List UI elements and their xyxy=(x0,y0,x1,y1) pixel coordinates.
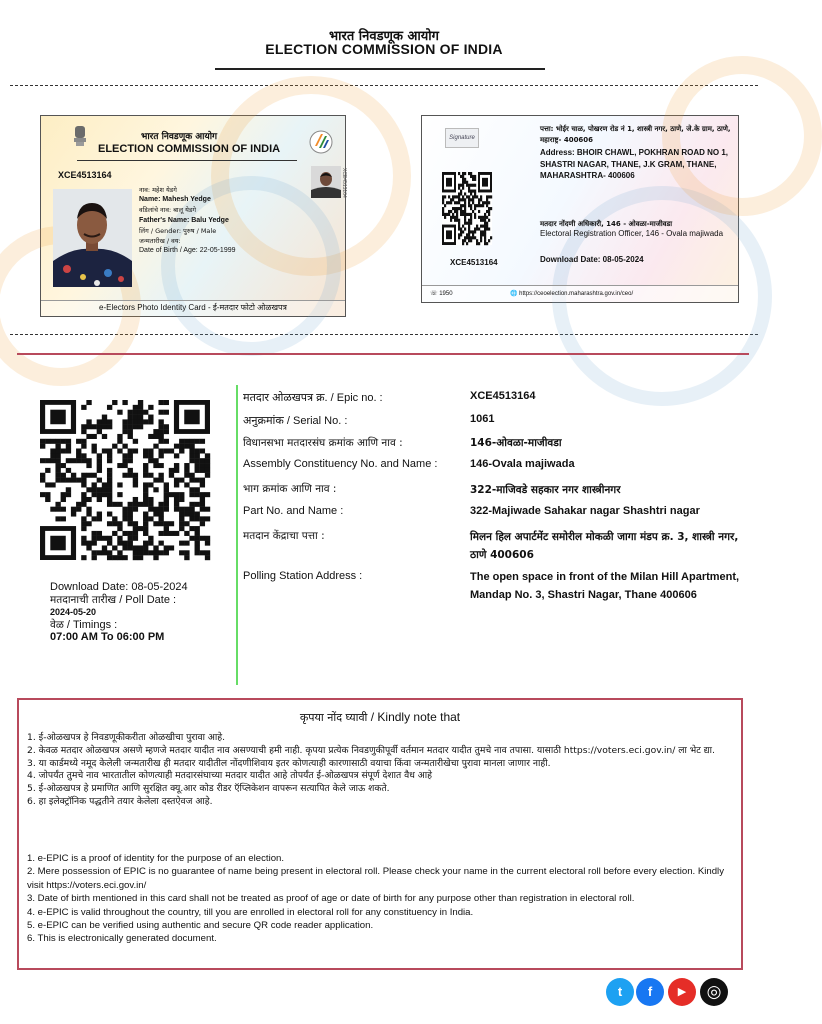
timings-label-marathi: वेळ xyxy=(50,618,64,631)
part-label-marathi: भाग क्रमांक आणि नाव : xyxy=(243,483,337,495)
facebook-icon[interactable]: f xyxy=(636,978,664,1006)
title-underline xyxy=(215,68,545,70)
polling-station-label: Polling Station Address : xyxy=(243,570,363,582)
notes-title-marathi: कृपया नोंद घ्यावी xyxy=(299,711,368,724)
name-marathi: नाव: महेश येडगे xyxy=(139,186,177,194)
dob-english: Date of Birth / Age: 22-05-1999 xyxy=(139,247,236,255)
name-english: Name: Mahesh Yedge xyxy=(139,196,211,204)
details-divider xyxy=(236,385,238,685)
timings-label: / Timings : xyxy=(63,618,118,631)
card-title: ELECTION COMMISSION OF INDIA xyxy=(98,143,281,155)
part-label: Part No. and Name : xyxy=(243,505,344,517)
notes-marathi xyxy=(27,732,727,809)
ero-marathi: मतदार नोंदणी अधिकारी, 146 - ओवळा-माजीवडा xyxy=(540,220,673,228)
card-epic-number: XCE4513164 xyxy=(58,170,112,180)
card-back-epic-number: XCE4513164 xyxy=(450,258,498,267)
section-divider xyxy=(17,353,749,355)
twitter-icon[interactable]: t xyxy=(606,978,634,1006)
note-item: 5. ई-ओळखपत्र हे प्रमाणित आणि सुरक्षित क्यू.आर कोड रीडर ऍप्लिकेशन वापरून सत्यापित केले जाऊ शकते. xyxy=(27,783,390,795)
serial-value: 1061 xyxy=(470,413,495,425)
note-item: 3. Date of birth mentioned in this card shall not be treated as proof of age or date of birth for any purpose other than registration in electoral roll. xyxy=(27,893,635,905)
helpline-number: 1950 xyxy=(439,291,453,297)
note-item: 3. या कार्डमध्ये नमूद केलेली जन्मतारीख ही मतदार यादीतील नोंदणीशिवाय इतर कोणत्याही कारणासाठी वयाचा किंवा जन्मतारीखेचा पुरावा मानला जाणार नाही. xyxy=(27,757,551,769)
note-item: 6. हा इलेक्ट्रॉनिक पद्धतीने तयार केलेला दस्तऐवज आहे. xyxy=(27,795,213,807)
polling-station-value: The open space in front of the Milan Hill Apartment, Mandap No. 3, Shastri Nagar, Thane 400606 xyxy=(470,571,740,601)
timings: 07:00 AM To 06:00 PM xyxy=(50,631,165,643)
ac-value: 146-Ovala majiwada xyxy=(470,458,575,470)
poll-date-label-marathi: मतदानाची तारीख xyxy=(50,593,117,606)
website-url: https://ceoelection.maharashtra.gov.in/ceo/ xyxy=(519,291,634,297)
poll-info xyxy=(50,581,188,644)
card-back-footer xyxy=(422,285,738,302)
polling-station-value-marathi: मिलन हिल अपार्टमेंट समोरील मोकळी जागा मंडप क्र. 3, शास्त्री नगर, ठाणे 400606 xyxy=(470,531,739,561)
father-name-marathi: वडिलांचे नाव: बालू येडगे xyxy=(139,206,196,215)
note-item: 5. e-EPIC can be verified using authentic and secure QR code reader application. xyxy=(27,920,374,932)
note-item: 4. जोपर्यंत तुमचे नाव भारतातील कोणत्याही मतदारसंघाच्या मतदार यादीत आहे तोपर्यंत ई-ओळखपत्र संपूर्ण देशात वैध आहे xyxy=(27,770,433,782)
youtube-icon[interactable]: ▶ xyxy=(668,978,696,1006)
card-footer: e-Electors Photo Identity Card - ई-मतदार फोटो ओळखपत्र xyxy=(41,300,345,316)
vertical-epic-text: XCE4513164 xyxy=(341,168,347,198)
voter-photo-thumbnail xyxy=(311,166,341,198)
gender: लिंग / Gender: पुरुष / Male xyxy=(139,226,217,235)
website xyxy=(510,286,633,302)
part-value: 322-Majiwade Sahakar nagar Shashtri nagar xyxy=(470,505,700,517)
ac-label-marathi: विधानसभा मतदारसंघ क्रमांक आणि नाव : xyxy=(243,437,403,449)
notes-box xyxy=(17,698,743,970)
notes-title xyxy=(19,710,741,725)
phone-icon: ☏ xyxy=(430,291,438,297)
signature-logo: Signature xyxy=(445,128,479,148)
eci-logo-icon xyxy=(309,130,333,154)
page-title-marathi: भारत निवडणूक आयोग xyxy=(329,29,439,44)
note-item: 2. Mere possession of EPIC is no guarantee of name being present in electoral roll. Please check your name in the current electoral roll before every election. Kindly visit https://voters.eci.gov.in/ xyxy=(27,866,724,891)
note-item: 2. केवळ मतदार ओळखपत्र असणे म्हणजे मतदार यादीत नाव असण्याची हमी नाही. कृपया प्रत्येक निवडणुकीपूर्वी वर्तमान मतदार यादीत तुमचे नाव तपासा. यासाठी https://voters.eci.gov.in/ ला भेट द्या. xyxy=(27,744,715,756)
page-title: ELECTION COMMISSION OF INDIA xyxy=(265,41,503,57)
note-item: 1. ई-ओळखपत्र हे निवडणूकीकरीता ओळखीचा पुरावा आहे. xyxy=(27,732,226,743)
epic-card-front xyxy=(40,115,346,317)
polling-station-label-marathi: मतदान केंद्राचा पत्ता : xyxy=(243,530,325,542)
card-voter-fields xyxy=(139,185,236,256)
note-item: 1. e-EPIC is a proof of identity for the purpose of an election. xyxy=(27,853,285,864)
serial-label: अनुक्रमांक / Serial No. : xyxy=(243,415,348,427)
poll-date: 2024-05-20 xyxy=(50,607,97,617)
note-item: 6. This is electronically generated document. xyxy=(27,933,217,945)
poll-date-label: / Poll Date : xyxy=(116,593,177,606)
father-name-english: Father's Name: Balu Yedge xyxy=(139,216,229,224)
ac-value-marathi: 146-ओवळा-माजीवडा xyxy=(470,437,562,449)
download-date: Download Date: 08-05-2024 xyxy=(50,581,188,593)
helpline xyxy=(430,286,453,302)
national-emblem-icon xyxy=(73,124,87,148)
card-download-date: Download Date: 08-05-2024 xyxy=(540,255,644,264)
globe-icon: 🌐 xyxy=(510,291,518,297)
part-value-marathi: 322-माजिवडे सहकार नगर शास्त्रीनगर xyxy=(470,484,621,496)
epic-value: XCE4513164 xyxy=(470,390,536,402)
cut-line-top xyxy=(10,85,758,86)
address-marathi: पत्ता: भोईर चाळ, पोखरण रोड नं 1, शास्त्री नगर, ठाणे, जे.के ग्राम, ठाणे, महाराष्ट्र- 400606 xyxy=(540,125,731,144)
voter-qr-code xyxy=(40,400,210,560)
card-qr-code xyxy=(442,172,492,245)
dob-marathi: जन्मतारीख / वय: xyxy=(139,237,181,246)
instagram-icon[interactable]: ◎ xyxy=(700,978,728,1006)
ac-label: Assembly Constituency No. and Name : xyxy=(243,458,438,470)
note-item: 4. e-EPIC is valid throughout the country, till you are enrolled in electoral roll for any constituency in India. xyxy=(27,906,474,918)
card-title-marathi: भारत निवडणूक आयोग xyxy=(141,132,218,142)
address-english: Address: BHOIR CHAWL, POKHRAN ROAD NO 1, SHASTRI NAGAR, THANE, J.K GRAM, THANE, MAHARASHTRA- 400606 xyxy=(540,148,729,180)
ero-english: Electoral Registration Officer, 146 - Ovala majiwada xyxy=(540,229,724,238)
notes-title-english: / Kindly note that xyxy=(367,710,461,724)
epic-card-back xyxy=(421,115,739,303)
epic-label: मतदार ओळखपत्र क्र. / Epic no. : xyxy=(243,392,383,404)
notes-english xyxy=(27,852,735,946)
voter-photo xyxy=(53,189,132,287)
